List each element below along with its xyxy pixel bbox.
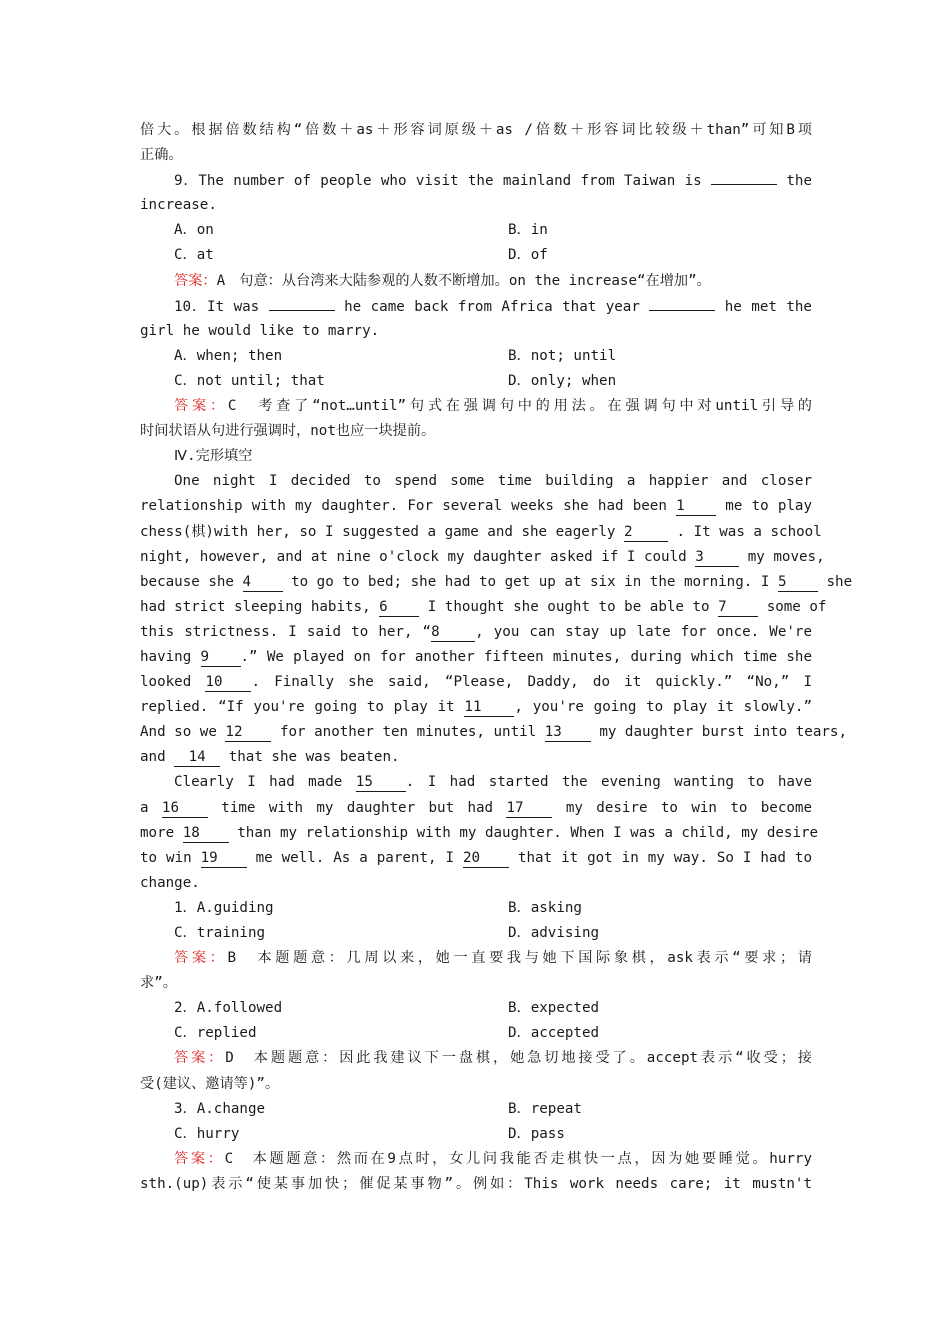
cloze-blank: 7 <box>718 598 758 617</box>
options-row <box>140 896 812 921</box>
cloze-blank: 20 <box>463 849 509 868</box>
passage-line: Clearly I had made 15 . I had started the evening wanting to have <box>174 774 813 791</box>
cloze-blank: 3 <box>695 548 739 567</box>
text-line: 倍大。根据倍数结构“倍数＋as＋形容词原级＋as /倍数＋形容词比较级＋than”可知B项 <box>140 122 812 138</box>
passage-line: chess(棋)with her, so I suggested a game and she eagerly 2 . It was a school <box>140 523 822 540</box>
option-b: B．in <box>508 222 548 239</box>
option-c: C．hurry <box>174 1125 240 1142</box>
option-c: C．at <box>174 247 214 264</box>
passage-line: to win 19 me well. As a parent, I 20 that it got in my way. So I had to <box>140 849 813 866</box>
document-page <box>140 118 853 1197</box>
text-line: 求”。 <box>140 975 177 992</box>
option-b: B．not; until <box>508 347 617 364</box>
options-row <box>140 344 812 369</box>
passage-line: One night I decided to spend some time building a happier and closer <box>174 473 812 490</box>
cloze-blank: 1 <box>676 497 716 516</box>
answer-line: 答案：B 本题题意：几周以来，她一直要我与她下国际象棋，ask表示“要求；请 <box>174 950 812 967</box>
question-9: 9．The number of people who visit the mainland from Taiwan is the <box>140 168 812 193</box>
cloze-blank: 13 <box>545 723 591 742</box>
text-line: 正确。 <box>140 147 183 164</box>
options-row <box>140 1097 812 1122</box>
options-row <box>140 921 812 946</box>
options-row <box>140 1122 812 1147</box>
answer-line: 答案：A 句意：从台湾来大陆参观的人数不断增加。on the increase“在增加”。 <box>174 272 711 289</box>
answer-label: 答案： <box>174 398 228 415</box>
passage-line: looked 10 . Finally she said, “Please, Daddy, do it quickly.” “No,” I <box>140 674 812 691</box>
answer-label: 答案： <box>174 1150 225 1167</box>
cloze-blank: 19 <box>201 849 247 868</box>
text-line: increase. <box>140 197 217 214</box>
section-heading: Ⅳ.完形填空 <box>174 448 253 465</box>
answer-label: 答案： <box>174 1050 226 1067</box>
cloze-blank: 10 <box>205 673 251 692</box>
cloze-blank: 4 <box>243 573 283 592</box>
cloze-blank: 16 <box>162 799 208 818</box>
passage-line: a 16 time with my daughter but had 17 my desire to win to become <box>140 799 813 816</box>
answer-label: 答案： <box>174 272 217 289</box>
option-c: C．training <box>174 925 266 941</box>
cloze-blank: 18 <box>183 824 229 843</box>
option-d: D．only; when <box>508 372 617 389</box>
passage-line: having 9 .” We played on for another fifteen minutes, during which time she <box>140 648 812 665</box>
passage-line: because she 4 to go to bed; she had to get up at six in the morning. I 5 she <box>140 573 853 590</box>
option-b: B．asking <box>508 899 582 916</box>
option-b: B．repeat <box>508 1100 582 1117</box>
cloze-blank: 8 <box>431 623 475 642</box>
passage-line: and 14 that she was beaten. <box>140 749 400 766</box>
cloze-blank: 17 <box>506 799 552 818</box>
option-c: C．replied <box>174 1025 257 1042</box>
passage-line: replied. “If you're going to play it 11 , you're going to play it slowly.” <box>140 699 813 716</box>
text-line: girl he would like to marry. <box>140 322 380 339</box>
passage-line: had strict sleeping habits, 6 I thought she ought to be able to 7 some of <box>140 598 827 615</box>
options-row <box>140 218 812 243</box>
answer-blank <box>711 168 777 185</box>
answer-blank <box>269 294 335 311</box>
option-a: 1．A.guiding <box>174 899 274 916</box>
option-d: D．advising <box>508 925 600 941</box>
passage-line: more 18 than my relationship with my daughter. When I was a child, my desire <box>140 824 819 841</box>
answer-line: 答案：C 本题题意：然而在9点时，女儿问我能否走棋快一点，因为她要睡觉。hurry <box>174 1150 812 1167</box>
passage-line: night, however, and at nine o'clock my daughter asked if I could 3 my moves, <box>140 548 825 565</box>
option-d: D．of <box>508 247 548 264</box>
option-a: 2．A.followed <box>174 1000 283 1017</box>
passage-line: And so we 12 for another ten minutes, until 13 my daughter burst into tears, <box>140 724 848 741</box>
answer-line: 答案：C 考查了“not…until”句式在强调句中的用法。在强调句中对until引导的 <box>174 398 812 415</box>
answer-blank <box>649 294 715 311</box>
question-10: 10．It was he came back from Africa that year he met the <box>140 294 812 319</box>
text-line: sth.(up)表示“使某事加快；催促某事物”。例如：This work needs care; it mustn't <box>140 1175 812 1192</box>
options-row <box>140 369 812 394</box>
option-a: A．on <box>174 222 214 239</box>
option-d: D．accepted <box>508 1025 600 1042</box>
cloze-blank: 12 <box>225 723 271 742</box>
options-row <box>140 1021 812 1046</box>
option-a: 3．A.change <box>174 1100 266 1117</box>
option-c: C．not until; that <box>174 372 325 389</box>
text-line: 受(建议、邀请等)”。 <box>140 1075 280 1092</box>
cloze-blank: 9 <box>201 648 241 667</box>
cloze-blank: 5 <box>778 573 818 592</box>
cloze-blank: 6 <box>379 598 419 617</box>
passage-line: relationship with my daughter. For several weeks she had been 1 me to play <box>140 498 813 515</box>
cloze-blank: 11 <box>464 698 514 717</box>
answer-line: 答案：D 本题题意：因此我建议下一盘棋，她急切地接受了。accept表示“收受；接 <box>174 1050 812 1067</box>
option-a: A．when; then <box>174 347 283 364</box>
answer-label: 答案： <box>174 950 228 967</box>
option-d: D．pass <box>508 1125 565 1142</box>
passage-line: change. <box>140 874 200 891</box>
cloze-blank: 2 <box>624 523 668 542</box>
text-line: 时间状语从句进行强调时，not也应一块提前。 <box>140 423 436 440</box>
options-row <box>140 243 812 268</box>
cloze-blank: 14 <box>174 748 220 767</box>
passage-line: this strictness. I said to her, “8 , you can stay up late for once. We're <box>140 623 812 640</box>
cloze-blank: 15 <box>356 773 406 792</box>
options-row <box>140 996 812 1021</box>
option-b: B．expected <box>508 1000 600 1017</box>
